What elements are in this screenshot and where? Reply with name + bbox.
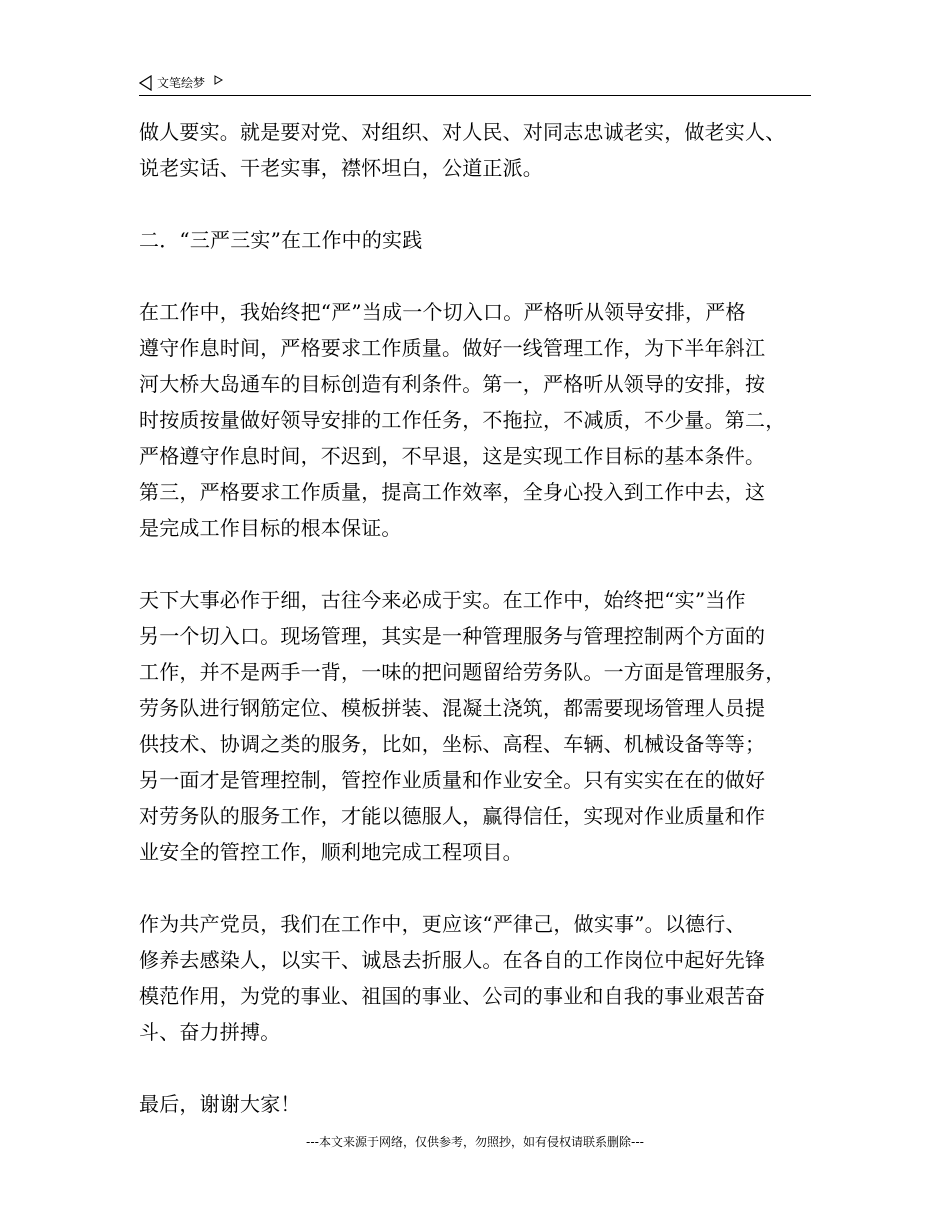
paragraph-strict — [139, 294, 819, 546]
text-line: 最后，谢谢大家！ — [139, 1092, 301, 1116]
text-line: 业安全的管控工作，顺利地完成工程项目。 — [139, 840, 523, 864]
text-line: 作为共产党员，我们在工作中，更应该“严律己，做实事”。以德行、 — [139, 912, 746, 936]
page-footer: ---本文来源于网络，仅供参考，勿照抄，如有侵权请联系删除--- — [306, 1135, 644, 1149]
text-line: 时按质按量做好领导安排的工作任务，不拖拉，不减质，不少量。第二， — [139, 408, 786, 432]
text-line: 做人要实。就是要对党、对组织、对人民、对同志忠诚老实，做老实人、 — [139, 120, 786, 144]
text-line: 供技术、协调之类的服务，比如，坐标、高程、车辆、机械设备等等； — [139, 732, 766, 756]
text-line: 修养去感染人，以实干、诚恳去折服人。在各自的工作岗位中起好先锋 — [139, 948, 766, 972]
text-line: 工作，并不是两手一背，一味的把问题留给劳务队。一方面是管理服务， — [139, 660, 786, 684]
paragraph-practical — [139, 582, 819, 870]
text-line: 天下大事必作于细，古往今来必成于实。在工作中，始终把“实”当作 — [139, 588, 746, 612]
triangle-right-outline-icon — [214, 75, 223, 85]
text-line: 劳务队进行钢筋定位、模板拼装、混凝土浇筑，都需要现场管理人员提 — [139, 696, 766, 720]
document-body — [139, 114, 819, 1122]
text-line: 二．“三严三实”在工作中的实践 — [139, 228, 423, 252]
triangle-left-outline-icon — [139, 75, 152, 91]
section-heading — [139, 222, 819, 258]
text-line: 说老实话、干老实事，襟怀坦白，公道正派。 — [139, 156, 543, 180]
text-line: 河大桥大岛通车的目标创造有利条件。第一，严格听从领导的安排，按 — [139, 372, 766, 396]
text-line: 是完成工作目标的根本保证。 — [139, 516, 402, 540]
page-header — [139, 71, 811, 96]
text-line: 第三，严格要求工作质量，提高工作效率，全身心投入到工作中去，这 — [139, 480, 766, 504]
text-line: 在工作中，我始终把“严”当成一个切入口。严格听从领导安排，严格 — [139, 300, 746, 324]
paragraph-party-member — [139, 906, 819, 1050]
paragraph-closing — [139, 1086, 819, 1122]
text-line: 另一个切入口。现场管理，其实是一种管理服务与管理控制两个方面的 — [139, 624, 766, 648]
text-line: 对劳务队的服务工作，才能以德服人，赢得信任，实现对作业质量和作 — [139, 804, 766, 828]
header-title: 文笔绘梦 — [157, 76, 206, 90]
text-line: 另一面才是管理控制，管控作业质量和作业安全。只有实实在在的做好 — [139, 768, 766, 792]
text-line: 严格遵守作息时间，不迟到，不早退，这是实现工作目标的基本条件。 — [139, 444, 766, 468]
text-line: 斗、奋力拼搏。 — [139, 1020, 281, 1044]
text-line: 模范作用，为党的事业、祖国的事业、公司的事业和自我的事业艰苦奋 — [139, 984, 766, 1008]
paragraph-integrity — [139, 114, 819, 186]
text-line: 遵守作息时间，严格要求工作质量。做好一线管理工作，为下半年斜江 — [139, 336, 766, 360]
